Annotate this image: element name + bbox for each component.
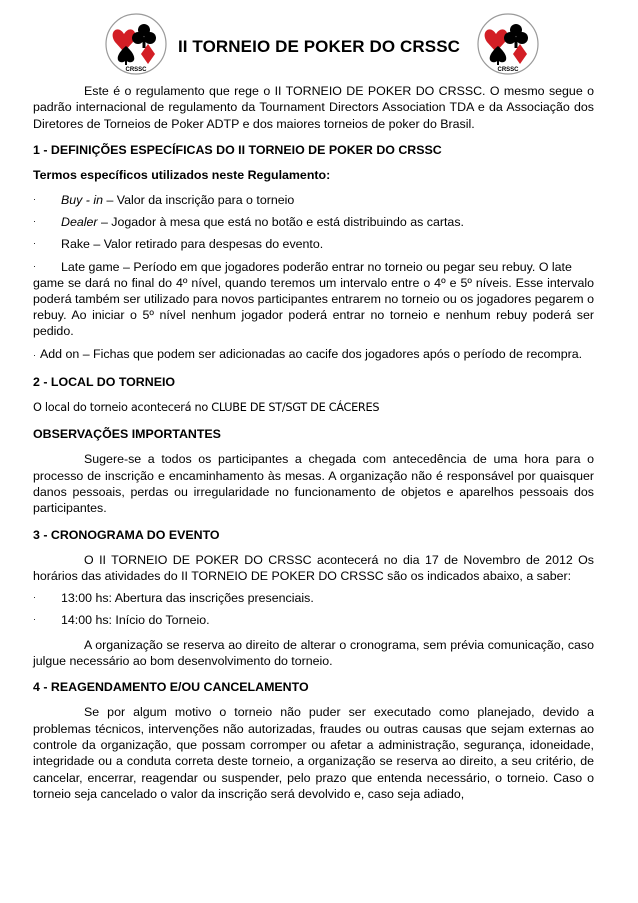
- section-4-heading: 4 - REAGENDAMENTO E/OU CANCELAMENTO: [33, 680, 309, 695]
- svg-text:CRSSC: CRSSC: [497, 67, 519, 73]
- late-game-continuation: game se dará no final do 4º nível, quando teremos um intervalo entre o 4º e 5º níveis. Esse intervalo poderá também ser utilizado para novos participantes entrarem no torneio ou os jogadores pegarem o rebuy. Ao iniciar o 5º nível nenhum jogador poderá entrar no torneio e nenhum rebuy poderá ser pedido.: [33, 276, 594, 339]
- term: Buy - in: [61, 192, 104, 207]
- document-header: [0, 0, 638, 88]
- schedule-note: A organização se reserva ao direito de alterar o cronograma, sem prévia comunicação, caso julgue necessário ao bom desenvolvimento do torneio.: [33, 637, 594, 669]
- document-body: [33, 83, 594, 802]
- bullet-icon: ·: [33, 350, 36, 361]
- section-1-heading: 1 - DEFINIÇÕES ESPECÍFICAS DO II TORNEIO DE POKER DO CRSSC: [33, 142, 442, 157]
- intro-paragraph: Este é o regulamento que rege o II TORNEIO DE POKER DO CRSSC. O mesmo segue o padrão internacional de regulamento da Tournament Directors Association TDA e da Associação dos Diretores de Torneios de Poker ADTP e dos maiores torneios de poker do Brasil.: [33, 84, 594, 131]
- bullet-icon: ·: [33, 592, 36, 603]
- list-item: · Rake – Valor retirado para despesas do evento.: [33, 237, 324, 252]
- svg-text:CRSSC: CRSSC: [125, 67, 147, 73]
- list-item: · 13:00 hs: Abertura das inscrições presenciais.: [33, 591, 314, 606]
- list-item: · Late game – Período em que jogadores poderão entrar no torneio ou pegar seu rebuy. O late: [33, 259, 572, 274]
- page-title: II TORNEIO DE POKER DO CRSSC: [177, 37, 461, 56]
- term: Dealer: [61, 215, 98, 230]
- rescheduling-paragraph: Se por algum motivo o torneio não puder ser executado como planejado, devido a problemas técnicos, intervenções não autorizadas, fraudes ou outras causas que sejam externas ao controle da organização, que possam corromper ou afetar a administração, segurança, idoneidade, integridade ou a conduta correta deste torneio, a organização se reserva ao direito, a seu critério, de cancelar, encerrar, reagendar ou suspender, pelo prazo que entenda necessário, o torneio. Caso o torneio seja cancelado o valor da inscrição será devolvido e, caso seja adiado,: [33, 705, 594, 801]
- observacoes-heading: OBSERVAÇÕES IMPORTANTES: [33, 427, 221, 442]
- location-text: O local do torneio acontecerá no CLUBE DE ST/SGT DE CÁCERES: [33, 401, 380, 415]
- bullet-icon: ·: [33, 216, 36, 227]
- observacoes-paragraph: Sugere-se a todos os participantes a chegada com antecedência de uma hora para o processo de inscrição e encaminhamento às mesas. A organização não é responsável por quaisquer danos pessoais, perdas ou irregularidade no funcionamento de objetos e aparelhos pessoais dos participantes.: [33, 452, 594, 516]
- bullet-icon: ·: [33, 614, 36, 625]
- list-item: · Buy - in – Valor da inscrição para o torneio: [33, 192, 295, 207]
- schedule-paragraph: O II TORNEIO DE POKER DO CRSSC acontecerá no dia 17 de Novembro de 2012 Os horários das atividades do II TORNEIO DE POKER DO CRSSC são os indicados abaixo, a saber:: [33, 552, 594, 583]
- bullet-icon: ·: [33, 193, 36, 204]
- list-item: · 14:00 hs: Início do Torneio.: [33, 613, 210, 628]
- location-name: CLUBE DE ST/SGT DE CÁCERES: [211, 401, 380, 415]
- section-2-heading: 2 - LOCAL DO TORNEIO: [33, 375, 176, 390]
- section-3-heading: 3 - CRONOGRAMA DO EVENTO: [33, 527, 220, 542]
- section-1-subheading: Termos específicos utilizados neste Regulamento:: [33, 167, 331, 182]
- list-item: · Dealer – Jogador à mesa que está no botão e está distribuindo as cartas.: [33, 215, 464, 230]
- crssc-logo: [476, 12, 540, 76]
- add-on-item: · Add on – Fichas que podem ser adicionadas ao cacife dos jogadores após o período de recompra.: [33, 347, 583, 362]
- bullet-icon: ·: [33, 260, 36, 271]
- bullet-icon: ·: [33, 238, 36, 249]
